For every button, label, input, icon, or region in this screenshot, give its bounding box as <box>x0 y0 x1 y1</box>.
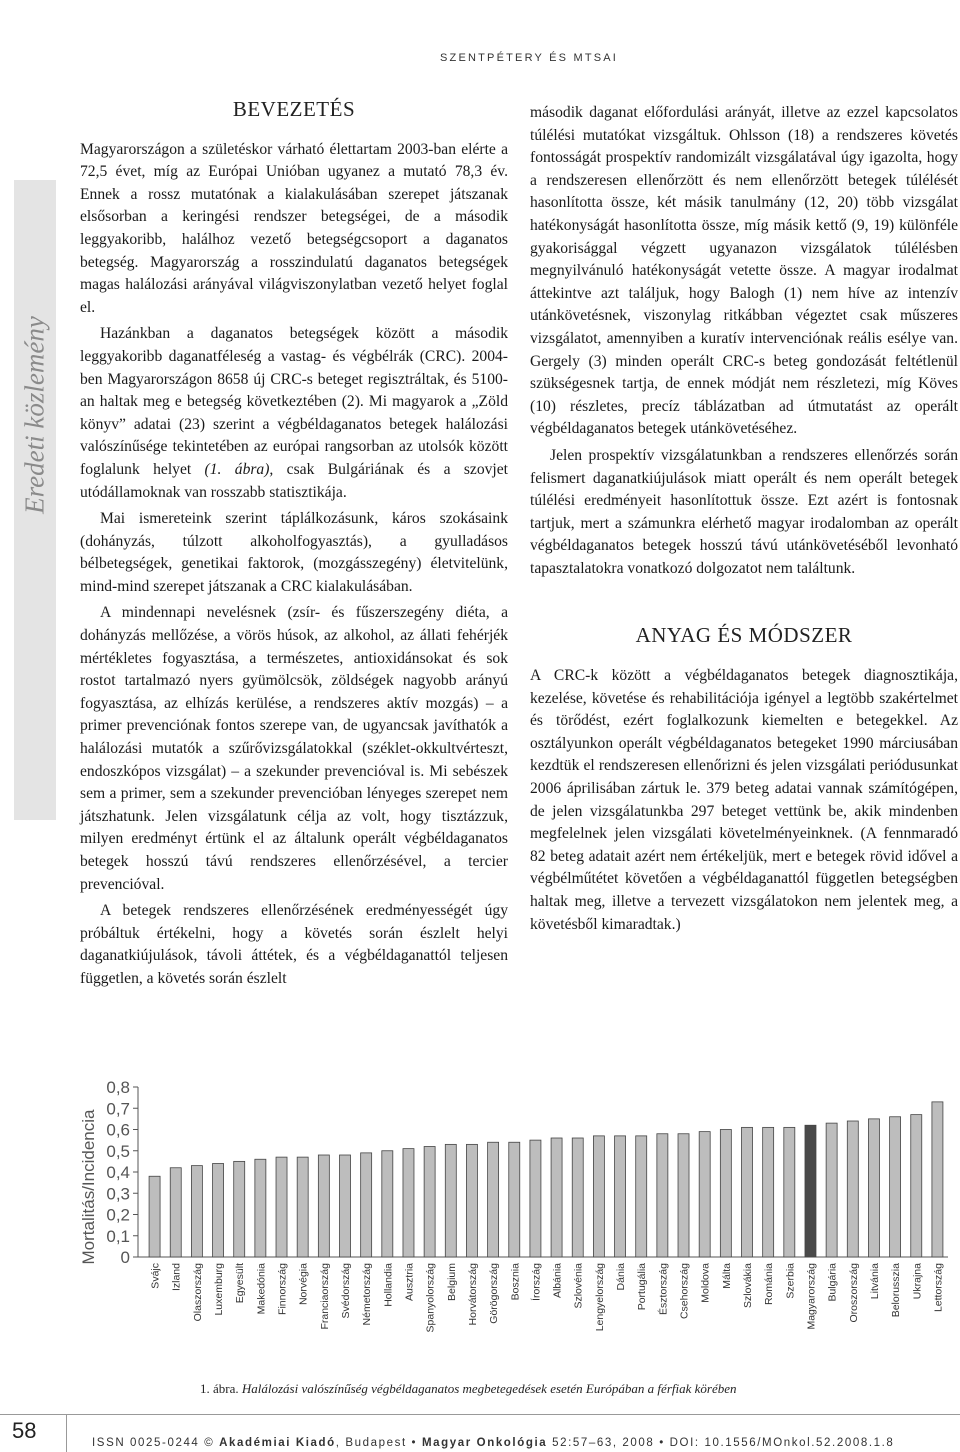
bar <box>170 1168 181 1257</box>
paragraph-text: csak Bulgáriának és a szovjet utódállamoknak van rosszabb statisztikája. <box>80 460 509 501</box>
bar <box>636 1136 647 1257</box>
bar <box>699 1132 710 1257</box>
paragraph: második daganat előfordulási arányát, illetve az ezzel kapcsolatos túlélési mutatókat vizsgáltuk. Ohlsson (18) a rendszeres követés fontosságát prospektív randomizált vizsgálatával úgy igazolta, hogy a rendszeresen ellenőrzött és nem ellenőrzött betegek túlélését hasonlította össze, két másik tanulmány (12, 20) több vizsgálat hatékonyságát hasonlította össze, míg másik kettő (9, 19) különféle gyakorisággal végzett ugyanazon vizsgálatok túlélésben megnyilvánuló hatékonyságát vetette össze. A magyar irodalmat áttekintve azt találjuk, hogy Balogh (1) nem híve az intenzív utánkövetésnek, viszonylag ritkábban végeztet csak műszeres vizsgálatot, amennyiben a kuratív intervenciónak reális esélye van. Gergely (3) minden operált CRC-s beteg gondozását feltétlenül szükségesnek tartja, de ennek módját nem részletezi, míg Köves (10) részletes, precíz táblázatban ad útmutatást az operált végbéldaganatos betegek utánkövetéséhez. <box>530 104 958 438</box>
x-tick-label: Hollandia <box>382 1263 395 1307</box>
page-number: 58 <box>12 1418 37 1443</box>
caption-text: Halálozási valószínűség végbéldaganatos megbetegedések esetén Európában a férfiak körében <box>241 1381 737 1396</box>
paragraph: A mindennapi nevelésnek (zsír- és fűszerszegény diéta, a dohányzás mellőzése, a vörös húsok, az alkohol, az állati fehérjék mértékletes fogyasztása, a természetes, antioxidánsokat és sok rostot tartalmazó nyers gyümölcsök, zöldségek nagyobb arányú fogyasztása, az elhízás kerülése, a rendszeres aktív mozgás) – a primer prevenciónak fontos szerepe van, de ugyancsak javíthatók a halálozási mutatók a szűrővizsgálatokkal (széklet-okkultvérteszt, endoszkópos vizsgálat) – a szekunder prevencióval is. Mi sebészek sem a primer, sem a szekunder prevencióban lényeges szerepet nem játszhatunk. Jelen vizsgálatunk célja az volt, hogy tisztázzuk, milyen eredményt értünk el az általunk operált végbéldaganatos betegek hosszú távú rendszeres ellenőrzésével, a tercier prevencióval. <box>80 604 508 893</box>
footer-publisher: Akadémiai Kiadó <box>219 1437 336 1449</box>
bar <box>191 1166 202 1257</box>
bar <box>593 1136 604 1257</box>
figure-reference: (1. ábra), <box>204 460 274 478</box>
bar <box>890 1117 901 1257</box>
x-tick-label: Olaszország <box>191 1263 204 1322</box>
x-tick-label: Albánia <box>551 1263 564 1299</box>
bar <box>868 1119 879 1257</box>
figure-caption <box>200 1381 900 1397</box>
paragraph: A CRC-k között a végbéldaganatos betegek diagnosztikája, kezelése, követése és rehabilitációja igényel a legtöbb szakértelmet és törődést, ezért foglalkozunk kiemelten e betegekkel. Az osztályunkon operált végbéldaganatos betegeket 1990 márciusában kezdtük el rendszeresen ellenőrizni és jelen vizsgálati periódusunkat 2006 áprilisában zártuk le. 379 beteg adatai vannak számítógépen, de jelen vizsgálatunkba 297 beteget vettünk be, akik mindenben megfelelnek jelen vizsgálati követelményeinknek. (A fennmaradó 82 beteg adatait azért nem értékeljük, mert e betegek rövid idővel a végbélműtétet követően a végbéldaganattól független betegségben haltak meg, illetve a tervezett vizsgálatokon nem jelentek meg, a követésből kimaradtak.) <box>530 667 958 933</box>
x-tick-label: Észtország <box>657 1263 670 1315</box>
bar <box>678 1134 689 1257</box>
running-head: SZENTPÉTERY ÉS MTSAI <box>440 52 619 64</box>
bar <box>339 1155 350 1257</box>
x-tick-label: Egyesült <box>234 1263 247 1304</box>
x-tick-label: Bulgária <box>826 1263 839 1302</box>
section-title-methods: ANYAG ÉS MÓDSZER <box>635 623 853 648</box>
x-tick-label: Horvátország <box>466 1263 479 1326</box>
bar <box>509 1142 520 1257</box>
x-tick-label: Bosznia <box>509 1263 522 1301</box>
section-title-introduction: BEVEZETÉS <box>232 97 356 121</box>
x-tick-label: Magyarország <box>805 1263 818 1330</box>
x-tick-label: Málta <box>720 1263 733 1289</box>
y-tick-label: 0,6 <box>106 1120 130 1140</box>
caption-number: 1. ábra. <box>200 1381 239 1396</box>
paragraph: Magyarországon a születéskor várható élettartam 2003-ban elérte a 72,5 évet, míg az Európai Unióban ugyanez a mutató 78,3 év. Ennek a rossz mutatónak a kialakulásában szerepet játszanak elsősorban a keringési rendszer betegségei, de a második leggyakoribb, halálhoz vezető betegségcsoport a daganatos betegség. Magyarország a rosszindulatú daganatos betegségek magas halálozási arányával világviszonylatban vezető helyet foglal el. <box>80 140 508 316</box>
bar <box>382 1151 393 1257</box>
article-type-label: Eredeti közlemény <box>19 316 50 514</box>
x-tick-label: Belgium <box>445 1263 458 1301</box>
y-tick-label: 0 <box>120 1248 130 1267</box>
paragraph <box>80 323 508 504</box>
bar <box>488 1142 499 1257</box>
bar <box>318 1155 329 1257</box>
x-tick-label: Szlovénia <box>572 1263 585 1309</box>
bar <box>445 1144 456 1257</box>
x-tick-label: Litvánia <box>868 1263 881 1300</box>
left-column <box>80 92 508 995</box>
footer-citation: 52:57–63, 2008 • DOI: 10.1556/MOnkol.52.2008.1.8 <box>547 1437 895 1449</box>
x-tick-label: Belorusszia <box>890 1263 903 1318</box>
x-tick-label: Moldova <box>699 1263 712 1303</box>
y-tick-label: 0,4 <box>106 1163 130 1182</box>
footer-issn: ISSN 0025-0244 © <box>92 1437 220 1449</box>
x-tick-label: Lengyelország <box>593 1263 606 1332</box>
x-tick-label: Románia <box>763 1263 776 1306</box>
paragraph-text: Hazánkban a daganatos betegségek között a második leggyakoribb daganatféleség a vastag- és végbélrák (CRC). 2004-ben Magyarországon 8658 új CRC-s beteget regisztráltak, és 5100-an haltak meg e betegség következtében (2). Mi magyarok a „Zöld könyv” adatai (23) szerint a végbéldaganatos betegek halálozási valószínűsége tekintetében az európai rangsorban az utolsók között foglalunk helyet <box>80 325 508 478</box>
y-tick-label: 0,7 <box>106 1099 130 1119</box>
bar <box>784 1127 795 1257</box>
x-tick-label: Franciaország <box>318 1263 331 1330</box>
bar <box>720 1130 731 1258</box>
x-tick-label: Lettország <box>932 1263 945 1313</box>
bar <box>741 1127 752 1257</box>
x-tick-label: Dánia <box>615 1263 628 1291</box>
footer-rule <box>0 1414 960 1415</box>
y-tick-label: 0,8 <box>106 1078 130 1097</box>
bar <box>424 1147 435 1258</box>
paragraph: A betegek rendszeres ellenőrzésének eredményességét úgy próbáltuk értékelni, hogy a követés során észlelt helyi daganatkiújulások, távoli áttétek, és a végbéldaganattól teljesen független, a követés során észlelt <box>80 902 508 987</box>
x-tick-label: Oroszország <box>847 1263 860 1323</box>
bar <box>213 1164 224 1258</box>
bar <box>466 1144 477 1257</box>
x-tick-label: Németország <box>361 1263 374 1326</box>
bar <box>847 1121 858 1257</box>
x-tick-label: Svédország <box>340 1263 352 1319</box>
bar <box>297 1157 308 1257</box>
x-tick-label: Csehország <box>678 1263 691 1320</box>
bar <box>403 1149 414 1257</box>
x-tick-label: Szlovákia <box>742 1263 754 1308</box>
bar <box>826 1123 837 1257</box>
right-column <box>530 102 958 940</box>
x-tick-label: Ukrajna <box>911 1263 924 1300</box>
figure-1 <box>72 1075 958 1375</box>
y-axis-label: Mortalitás/Incidencia <box>79 1109 98 1265</box>
y-tick-label: 0,1 <box>106 1226 130 1246</box>
bar <box>234 1161 245 1257</box>
footer-journal: Magyar Onkológia <box>421 1437 548 1449</box>
x-tick-label: Makedónia <box>255 1263 268 1315</box>
bar <box>657 1134 668 1257</box>
x-tick-label: Írország <box>530 1263 543 1301</box>
x-tick-label: Szerbia <box>784 1263 797 1299</box>
bar <box>572 1138 583 1257</box>
bar-chart <box>72 1075 958 1375</box>
bar <box>276 1157 287 1257</box>
bar <box>615 1136 626 1257</box>
x-tick-label: Luxemburg <box>213 1263 226 1316</box>
bar <box>530 1140 541 1257</box>
bar <box>361 1153 372 1257</box>
x-tick-label: Norvégia <box>297 1263 310 1306</box>
x-tick-label: Portugália <box>636 1263 649 1311</box>
x-tick-label: Svájc <box>149 1263 162 1289</box>
x-tick-label: Ausztria <box>403 1263 416 1301</box>
paragraph: Mai ismereteink szerint táplálkozásunk, káros szokásaink (dohányzás, túlzott alkoholfogyasztás), a gyulladásos bélbetegségek, genetikai faktorok, (mozgásszegény) életvitelünk, mind-mind szerepet játszanak a CRC kialakulásában. <box>80 510 508 595</box>
paragraph: Jelen prospektív vizsgálatunkban a rendszeres ellenőrzés során felismert daganatkiújulások miatt operált és nem operált betegek túlélési eredményeit hasonlítottuk össze. Ezt azért is fontosnak tartjuk, mert a számunkra elérhető magyar irodalomban az operált végbéldaganatos betegek hosszú távú utánkövetéséből levonható tapasztalatokra vonatkozó dolgozatot nem találtunk. <box>530 446 958 577</box>
y-tick-label: 0,5 <box>106 1141 130 1161</box>
bar <box>911 1115 922 1257</box>
y-tick-label: 0,3 <box>106 1184 130 1204</box>
bar <box>551 1138 562 1257</box>
footer-divider <box>66 1414 67 1452</box>
x-tick-label: Izland <box>170 1263 183 1292</box>
footer-city: , Budapest • <box>335 1437 422 1449</box>
x-tick-label: Finnország <box>276 1263 289 1315</box>
bar <box>149 1176 160 1257</box>
footer <box>92 1437 894 1449</box>
bar <box>255 1159 266 1257</box>
bar <box>763 1127 774 1257</box>
x-tick-label: Görögország <box>488 1263 501 1324</box>
x-tick-label: Spanyolország <box>424 1263 437 1333</box>
y-tick-label: 0,2 <box>106 1205 130 1225</box>
bar <box>805 1125 816 1257</box>
bar <box>932 1102 943 1257</box>
